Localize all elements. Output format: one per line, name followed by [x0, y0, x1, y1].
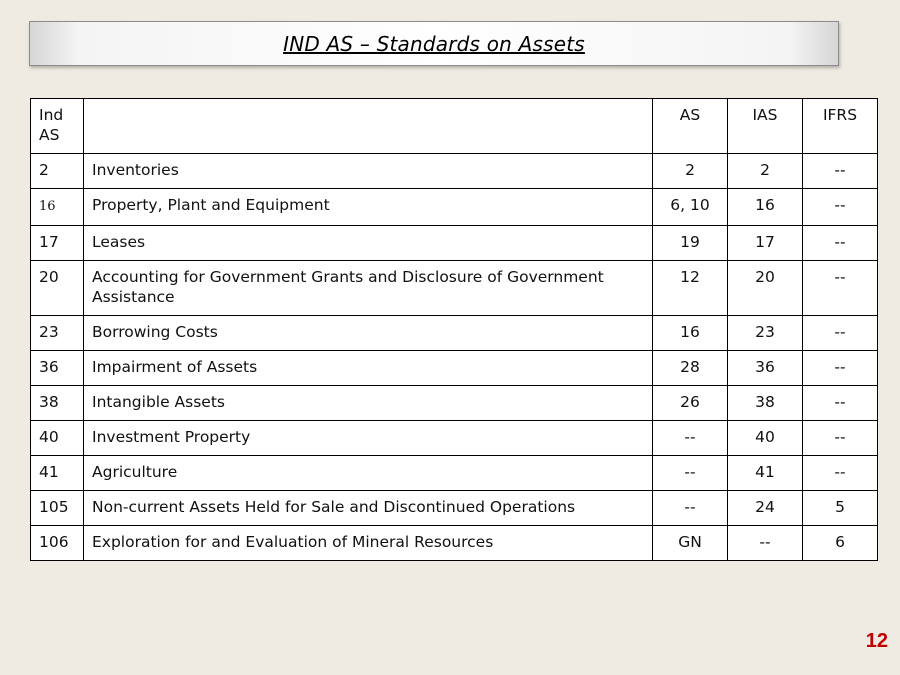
ind-as-number: 23: [31, 316, 84, 351]
ias-number: --: [728, 526, 803, 561]
ind-as-number: 41: [31, 456, 84, 491]
as-number: --: [653, 491, 728, 526]
ifrs-number: --: [803, 189, 878, 226]
ind-as-number: 20: [31, 261, 84, 316]
ind-as-number: 105: [31, 491, 84, 526]
table-row: [31, 316, 878, 351]
ias-number: 23: [728, 316, 803, 351]
standard-name: Non-current Assets Held for Sale and Discontinued Operations: [84, 491, 653, 526]
standard-name: Exploration for and Evaluation of Mineral Resources: [84, 526, 653, 561]
table-row: [31, 154, 878, 189]
ias-number: 36: [728, 351, 803, 386]
as-number: 26: [653, 386, 728, 421]
ind-as-number: 17: [31, 226, 84, 261]
ifrs-number: --: [803, 386, 878, 421]
ias-number: 16: [728, 189, 803, 226]
standard-name: Borrowing Costs: [84, 316, 653, 351]
table-header-row: [31, 99, 878, 154]
ifrs-number: --: [803, 421, 878, 456]
as-number: 19: [653, 226, 728, 261]
table-row: [31, 526, 878, 561]
table-row: [31, 386, 878, 421]
table-row: [31, 491, 878, 526]
standard-name: Property, Plant and Equipment: [84, 189, 653, 226]
table-row: [31, 421, 878, 456]
standard-name: Investment Property: [84, 421, 653, 456]
as-number: 16: [653, 316, 728, 351]
as-number: --: [653, 456, 728, 491]
ind-as-number-text: 16: [39, 199, 56, 214]
as-number: 28: [653, 351, 728, 386]
table-row: [31, 226, 878, 261]
header-ind-as: Ind AS: [31, 99, 84, 154]
slide-title: IND AS – Standards on Assets: [283, 31, 585, 56]
table-row: [31, 261, 878, 316]
standard-name: Intangible Assets: [84, 386, 653, 421]
ifrs-number: --: [803, 351, 878, 386]
ias-number: 38: [728, 386, 803, 421]
standard-name: Leases: [84, 226, 653, 261]
ifrs-number: 5: [803, 491, 878, 526]
header-ifrs: IFRS: [803, 99, 878, 154]
as-number: 12: [653, 261, 728, 316]
as-number: 6, 10: [653, 189, 728, 226]
ias-number: 17: [728, 226, 803, 261]
ind-as-number: 40: [31, 421, 84, 456]
ind-as-number: 2: [31, 154, 84, 189]
as-number: GN: [653, 526, 728, 561]
ias-number: 2: [728, 154, 803, 189]
table-row: [31, 456, 878, 491]
standard-name: Accounting for Government Grants and Disclosure of Government Assistance: [84, 261, 653, 316]
ias-number: 41: [728, 456, 803, 491]
table-row: [31, 189, 878, 226]
standards-table: [30, 98, 878, 561]
page-number: 12: [865, 630, 888, 652]
header-ias: IAS: [728, 99, 803, 154]
ias-number: 40: [728, 421, 803, 456]
ind-as-number: 106: [31, 526, 84, 561]
ind-as-number: [31, 189, 84, 226]
as-number: --: [653, 421, 728, 456]
ias-number: 20: [728, 261, 803, 316]
ifrs-number: --: [803, 456, 878, 491]
ifrs-number: --: [803, 261, 878, 316]
ias-number: 24: [728, 491, 803, 526]
ifrs-number: --: [803, 226, 878, 261]
header-as: AS: [653, 99, 728, 154]
standard-name: Inventories: [84, 154, 653, 189]
ifrs-number: 6: [803, 526, 878, 561]
standard-name: Impairment of Assets: [84, 351, 653, 386]
header-description: [84, 99, 653, 154]
table-row: [31, 351, 878, 386]
as-number: 2: [653, 154, 728, 189]
ifrs-number: --: [803, 154, 878, 189]
standard-name: Agriculture: [84, 456, 653, 491]
ifrs-number: --: [803, 316, 878, 351]
slide-title-box: [29, 21, 839, 66]
ind-as-number: 36: [31, 351, 84, 386]
ind-as-number: 38: [31, 386, 84, 421]
